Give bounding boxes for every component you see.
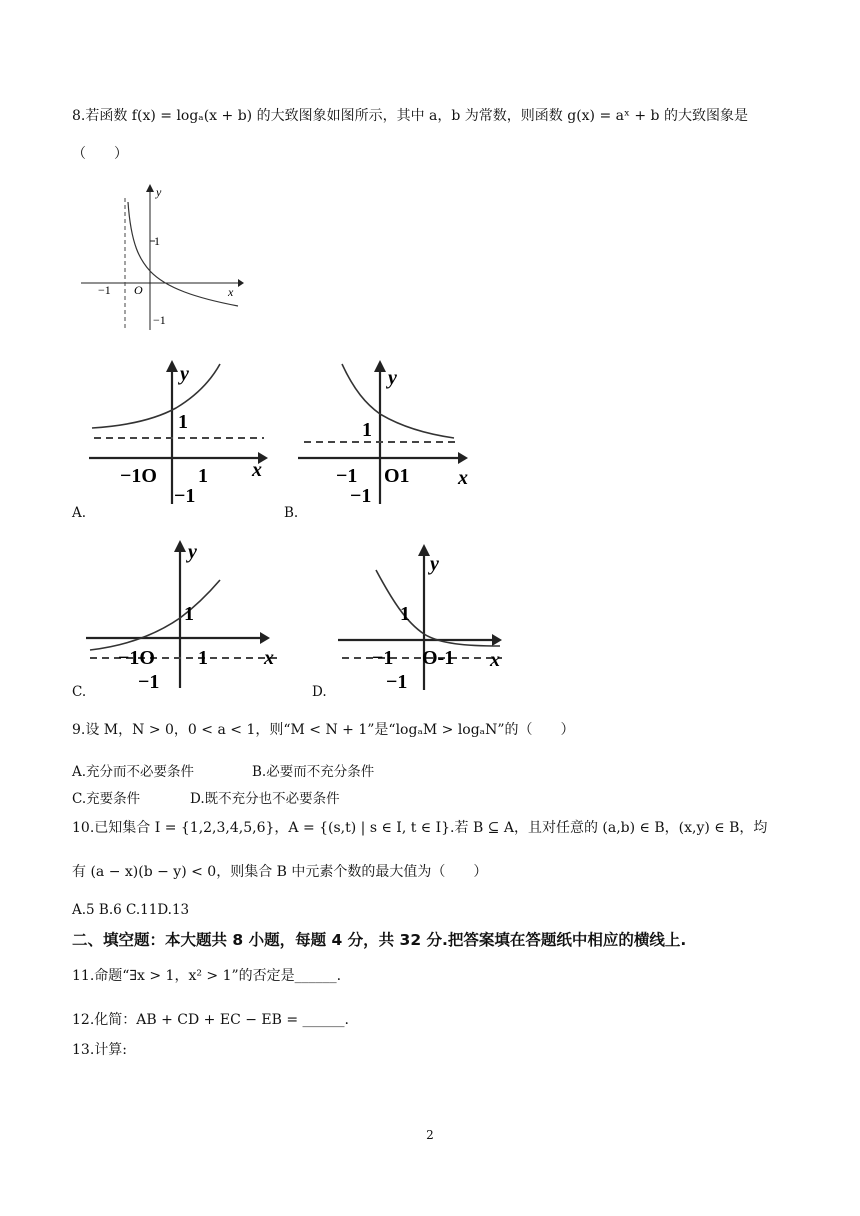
main-y-label: y [156,185,162,199]
q8-option-b-label: B. [284,505,299,521]
q8-option-c-label: C. [72,684,87,700]
option-c-y-label: y [188,541,197,563]
q10-options: A.5 B.6 C.11D.13 [72,902,190,918]
main-origin: O [134,283,143,297]
q10-stem-line1: 10.已知集合 I = {1,2,3,4,5,6}，A = {(s,t) | s ∈ I, t ∈ I}.若 B ⊆ A，且对任意的 (a,b) ∈ B，(x,y) ∈ B，均 [72,820,768,836]
q10-stem-line2: 有 (a − x)(b − y) < 0，则集合 B 中元素个数的最大值为（ ） [72,864,488,880]
option-b-tick-neg1y: −1 [350,485,372,507]
option-d-tick-neg1: −1 [372,647,394,669]
option-d-tick-1: 1 [400,603,410,625]
q8-option-b-graph [296,356,486,516]
q8-option-a-graph [84,356,274,516]
main-x-label: x [228,285,234,299]
option-a-tick-x1: 1 [198,465,208,487]
option-d-tick-neg1y: −1 [386,671,408,693]
option-a-tick-neg1o: −1O [120,465,157,487]
option-b-y-label: y [388,367,397,389]
q13: 13.计算: [72,1042,127,1058]
q9-option-c: C.充要条件 [72,791,141,807]
option-d-x-label: x [490,649,500,671]
q8-option-d-graph [336,540,516,696]
q11: 11.命题“∃x > 1，x² > 1”的否定是______. [72,968,342,984]
option-a-x-label: x [252,459,262,481]
q8-answer-paren: （ ） [72,146,128,162]
option-b-tick-1: 1 [362,419,372,441]
option-a-tick-1: 1 [178,411,188,433]
main-tick-1: 1 [154,234,160,248]
option-c-x-label: x [264,647,274,669]
q9-option-d: D.既不充分也不必要条件 [190,791,340,807]
q8-option-d-label: D. [312,684,327,700]
q9-option-a: A.充分而不必要条件 [72,764,195,780]
option-c-tick-1: 1 [184,603,194,625]
option-b-tick-o1: O1 [384,465,410,487]
option-a-y-label: y [180,363,189,385]
page-number: 2 [426,1128,434,1142]
q8-option-c-graph [84,536,284,696]
q9-option-b: B.必要而不充分条件 [252,764,375,780]
option-b-x-label: x [458,467,468,489]
option-c-tick-x1: 1 [198,647,208,669]
option-a-tick-neg1: −1 [174,485,196,507]
option-b-tick-neg1: −1 [336,465,358,487]
option-c-tick-neg1o: −1O [118,647,155,669]
option-c-tick-neg1: −1 [138,671,160,693]
section-2-heading: 二、填空题：本大题共 8 小题，每题 4 分，共 32 分.把答案填在答题纸中相应的横线上. [72,931,687,949]
option-d-y-label: y [430,553,439,575]
option-d-tick-o1: O-1 [422,647,455,669]
q8-stem: 8.若函数 f(x) = logₐ(x + b) 的大致图象如图所示，其中 a，b 为常数，则函数 g(x) = aˣ + b 的大致图象是 [72,108,748,124]
q12: 12.化简：AB + CD + EC − EB = ______. [72,1012,350,1028]
main-tick-y-neg1: −1 [153,313,166,327]
q8-main-graph [76,180,246,335]
main-tick-neg1: −1 [98,283,111,297]
q9-stem: 9.设 M，N > 0，0 < a < 1，则“M < N + 1”是“logₐM > logₐN”的（ ） [72,722,575,738]
q8-option-a-label: A. [72,505,87,521]
